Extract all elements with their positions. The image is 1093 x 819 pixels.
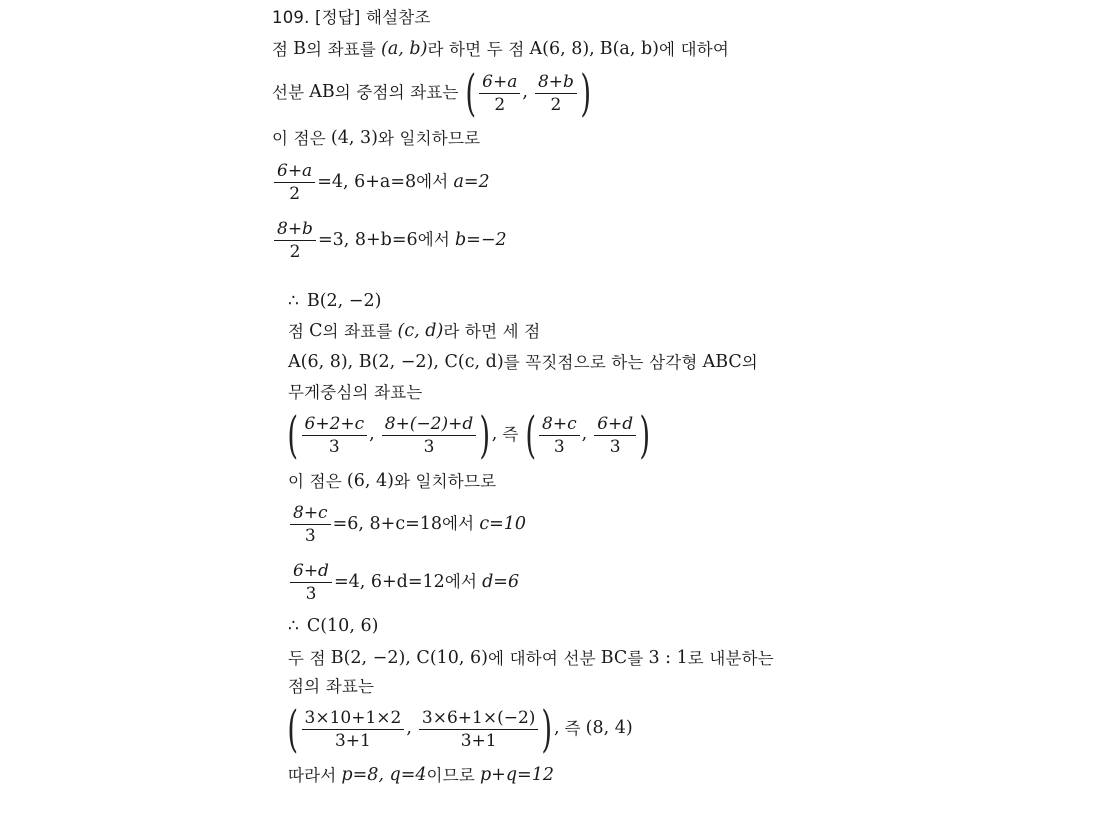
fraction — [274, 218, 316, 263]
line-11 — [288, 473, 496, 491]
text: 로 내분하는 — [687, 648, 774, 668]
text: 즉 — [502, 424, 519, 444]
therefore-symbol: ∴ — [288, 291, 299, 312]
math: p+q=12 — [479, 765, 554, 785]
text: 에 대하여 — [659, 39, 730, 59]
math: =4, 6+d=12 — [333, 571, 445, 592]
text: 점의 좌표는 — [288, 677, 375, 696]
left-paren: ( — [524, 406, 536, 464]
text: 라 하면 두 점 — [427, 39, 525, 59]
line-4 — [272, 160, 490, 205]
numerator: 3×10+1×2 — [304, 707, 402, 728]
line-5 — [272, 218, 507, 263]
denominator: 3 — [423, 436, 435, 457]
math: B(2, −2), C(10, 6) — [330, 648, 489, 668]
text: 와 일치하므로 — [377, 128, 481, 148]
text: 즉 — [564, 718, 581, 738]
numerator: 6+a — [277, 161, 313, 181]
right-paren: ) — [541, 700, 553, 758]
line-3 — [272, 130, 480, 148]
line-16 — [288, 679, 374, 696]
right-paren: ) — [639, 406, 651, 464]
comma: , — [581, 424, 588, 445]
denominator: 2 — [289, 184, 301, 204]
fraction — [290, 502, 331, 547]
numerator: 6+d — [597, 413, 634, 434]
math: a=2 — [453, 171, 490, 192]
math: b=−2 — [454, 229, 507, 250]
comma: , — [369, 424, 375, 445]
fraction — [594, 413, 636, 458]
text: 의 중점의 좌표는 — [334, 82, 459, 102]
fraction — [535, 71, 577, 116]
numerator: 6+d — [293, 561, 329, 581]
math: A(6, 8), B(2, −2), C(c, d) — [288, 352, 504, 372]
text: 와 일치하므로 — [393, 471, 497, 491]
math: (8, 4) — [585, 718, 633, 739]
text: 에서 — [416, 172, 449, 192]
numerator: 3×6+1×(−2) — [421, 707, 536, 728]
denominator: 2 — [550, 94, 562, 115]
numerator: 8+b — [537, 71, 574, 92]
denominator: 3 — [553, 436, 565, 457]
math: (6, 4) — [346, 471, 394, 491]
fraction — [290, 560, 332, 605]
math: (c, d) — [397, 321, 444, 341]
math: d=6 — [482, 571, 520, 592]
comma: , — [522, 82, 528, 103]
fraction — [302, 707, 405, 752]
denominator: 3 — [304, 526, 316, 546]
text: 에 대하여 선분 — [488, 648, 596, 668]
fraction — [382, 413, 477, 458]
comma: , — [553, 718, 560, 739]
text: 무게중심의 좌표는 — [288, 383, 423, 402]
line-18 — [288, 767, 554, 785]
line-1 — [272, 41, 729, 59]
math: B(a, b) — [599, 39, 660, 59]
denominator: 3 — [328, 436, 340, 457]
numerator: 6+2+c — [304, 413, 365, 434]
text: 이 점은 — [272, 128, 326, 148]
comma: , — [491, 424, 498, 445]
title-text: 109. [정답] 해설참조 — [272, 8, 431, 27]
text: 의 — [741, 352, 758, 372]
line-6 — [288, 293, 381, 311]
therefore-symbol: ∴ — [288, 616, 299, 637]
numerator: 8+c — [542, 413, 577, 434]
numerator: 8+b — [277, 219, 313, 239]
math: =6, 8+c=18 — [332, 513, 443, 534]
math: c=10 — [479, 513, 527, 534]
text: 두 점 — [288, 648, 326, 668]
denominator: 3 — [305, 584, 317, 604]
math: ABC — [702, 352, 742, 372]
right-paren: ) — [479, 406, 491, 464]
math: =3, 8+b=6 — [317, 229, 418, 250]
math: C — [309, 321, 323, 341]
math: BC — [600, 648, 628, 668]
text: 선분 — [272, 82, 305, 102]
text: 라 하면 세 점 — [443, 321, 541, 341]
text: 를 꼭짓점으로 하는 삼각형 — [503, 352, 698, 372]
line-9 — [288, 385, 423, 402]
math: C(10, 6) — [306, 616, 379, 636]
line-8 — [288, 354, 758, 372]
fraction — [274, 160, 315, 205]
numerator: 8+(−2)+d — [384, 413, 474, 434]
right-paren: ) — [580, 64, 592, 122]
comma: , — [406, 718, 412, 739]
math: AB — [309, 82, 335, 103]
line-10 — [286, 406, 652, 464]
text: 이 점은 — [288, 471, 342, 491]
text: 에서 — [444, 572, 478, 592]
math: (a, b) — [381, 39, 428, 59]
numerator: 6+a — [482, 71, 518, 92]
math: A(6, 8), — [529, 39, 595, 59]
math: =4, 6+a=8 — [317, 171, 417, 192]
math: p=8, q=4 — [341, 765, 427, 785]
line-7 — [288, 323, 540, 341]
left-paren: ( — [287, 406, 299, 464]
line-2 — [272, 64, 592, 122]
fraction — [302, 413, 368, 458]
fraction — [539, 413, 580, 458]
denominator: 3 — [609, 436, 621, 457]
math: (4, 3) — [330, 128, 378, 148]
text: 에서 — [442, 514, 475, 534]
fraction — [479, 71, 520, 116]
problem-title — [272, 10, 431, 27]
line-14 — [288, 618, 378, 636]
numerator: 8+c — [293, 503, 328, 523]
line-12 — [288, 502, 526, 547]
text: 점 — [272, 39, 289, 59]
denominator: 3+1 — [460, 730, 497, 751]
denominator: 2 — [289, 242, 301, 262]
text: 따라서 — [288, 765, 337, 785]
fraction — [419, 707, 539, 752]
left-paren: ( — [465, 64, 476, 122]
math: B — [293, 39, 307, 59]
denominator: 3+1 — [334, 730, 371, 751]
text: 의 좌표를 — [322, 321, 393, 341]
line-17 — [286, 700, 633, 758]
text: 의 좌표를 — [306, 39, 377, 59]
text: 점 — [288, 321, 305, 341]
line-15 — [288, 650, 774, 668]
text: 이므로 — [426, 765, 475, 785]
math: B(2, −2) — [306, 291, 382, 311]
line-13 — [288, 560, 519, 605]
text: 에서 — [417, 230, 450, 250]
math: 3 : 1 — [648, 648, 688, 668]
denominator: 2 — [494, 94, 506, 115]
left-paren: ( — [287, 700, 299, 758]
text: 를 — [627, 648, 644, 668]
